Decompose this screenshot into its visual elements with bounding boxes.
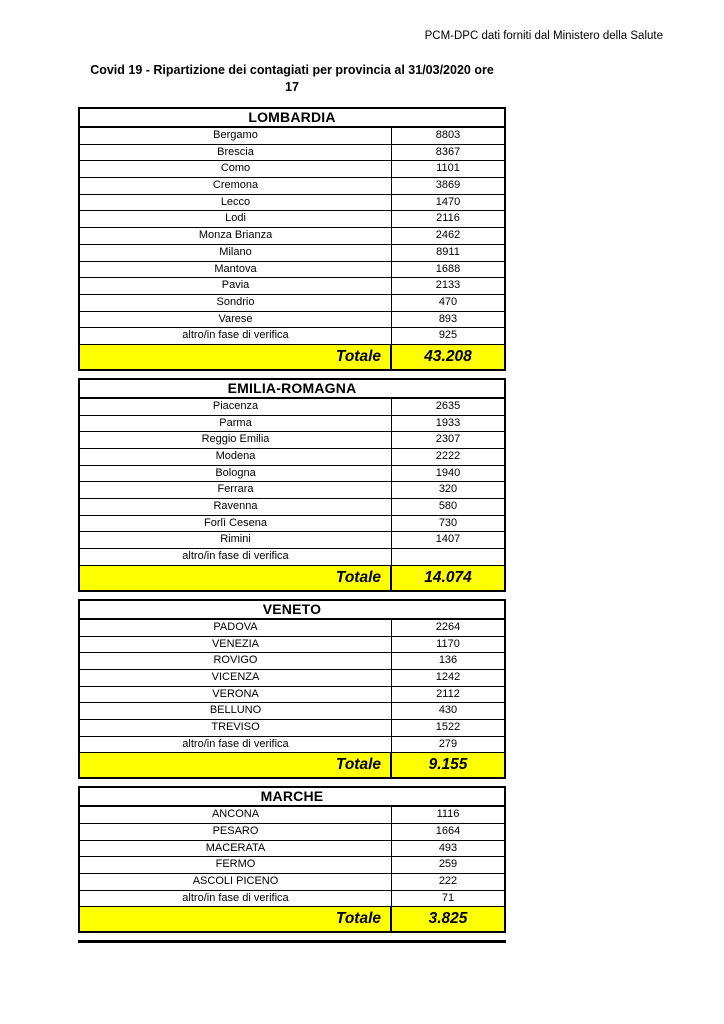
region-header: MARCHE <box>80 788 504 807</box>
region-rows <box>80 807 504 907</box>
table-row <box>80 703 504 720</box>
total-row <box>80 907 504 931</box>
province-cell: Cremona <box>80 178 392 194</box>
table-row <box>80 874 504 891</box>
province-cell: Bologna <box>80 466 392 482</box>
total-row <box>80 566 504 590</box>
province-cell: Monza Brianza <box>80 228 392 244</box>
table-row <box>80 145 504 162</box>
value-cell: 2635 <box>435 399 461 412</box>
table-row <box>80 262 504 279</box>
province-cell: Lodi <box>80 211 392 227</box>
value-cell: 1688 <box>435 262 461 275</box>
value-cell: 1170 <box>436 637 460 650</box>
table-row <box>80 653 504 670</box>
province-cell: Reggio Emilia <box>80 432 392 448</box>
province-cell: altro/in fase di verifica <box>80 328 392 344</box>
province-cell: altro/in fase di verifica <box>80 737 392 753</box>
province-cell: ASCOLI PICENO <box>80 874 392 890</box>
total-label: Totale <box>80 907 392 931</box>
value-cell: 1664 <box>435 825 461 837</box>
value-cell: 2112 <box>436 687 460 700</box>
table-row <box>80 211 504 228</box>
region-header: EMILIA-ROMAGNA <box>80 380 504 399</box>
value-cell: 71 <box>441 891 455 904</box>
province-cell: MACERATA <box>80 841 392 857</box>
table-row <box>80 416 504 433</box>
table-row <box>80 161 504 178</box>
table-row <box>80 737 504 754</box>
value-cell: 8911 <box>436 245 460 258</box>
table-row <box>80 687 504 704</box>
table-row <box>80 549 504 566</box>
total-label: Totale <box>80 345 392 369</box>
province-cell: PESARO <box>80 824 392 840</box>
value-cell: 1522 <box>435 720 461 733</box>
value-cell: 1407 <box>435 533 461 546</box>
page-title-line1: Covid 19 - Ripartizione dei contagiati per provincia al 31/03/2020 ore <box>90 63 494 77</box>
province-cell: VERONA <box>80 687 392 703</box>
next-table-top-border <box>78 940 506 943</box>
table-row <box>80 841 504 858</box>
table-row <box>80 278 504 295</box>
value-cell: 2264 <box>435 620 461 633</box>
total-row <box>80 753 504 777</box>
table-row <box>80 295 504 312</box>
province-cell: Bergamo <box>80 128 392 144</box>
document-source-header: PCM-DPC dati forniti dal Ministero della Salute <box>424 30 663 42</box>
province-cell: Forlì Cesena <box>80 516 392 532</box>
page-title-line2: 17 <box>285 80 299 94</box>
province-cell: ANCONA <box>80 807 392 823</box>
province-cell: Ravenna <box>80 499 392 515</box>
value-cell: 320 <box>438 483 458 496</box>
value-cell: 1940 <box>435 466 461 479</box>
table-row <box>80 857 504 874</box>
value-cell: 730 <box>438 516 458 529</box>
value-cell: 136 <box>438 654 458 667</box>
total-value: 43.208 <box>424 347 472 365</box>
table-row <box>80 128 504 145</box>
region-table-veneto <box>78 599 506 780</box>
region-table-marche <box>78 786 506 933</box>
page-title <box>78 62 506 96</box>
value-cell: 1116 <box>436 808 460 821</box>
value-cell: 2116 <box>436 212 460 225</box>
table-row <box>80 720 504 737</box>
province-cell: Piacenza <box>80 399 392 415</box>
province-cell: Milano <box>80 245 392 261</box>
table-row <box>80 449 504 466</box>
province-cell: Sondrio <box>80 295 392 311</box>
value-cell: 893 <box>438 312 458 325</box>
region-table-lombardia <box>78 107 506 371</box>
province-cell: Ferrara <box>80 482 392 498</box>
province-cell: altro/in fase di verifica <box>80 549 392 565</box>
value-cell: 925 <box>438 329 458 342</box>
value-cell: 2222 <box>435 450 461 462</box>
table-row <box>80 432 504 449</box>
table-row <box>80 178 504 195</box>
region-header: LOMBARDIA <box>80 109 504 128</box>
province-cell: Mantova <box>80 262 392 278</box>
value-cell: 279 <box>438 737 458 750</box>
value-cell: 1101 <box>436 162 460 175</box>
province-cell: Como <box>80 161 392 177</box>
table-row <box>80 670 504 687</box>
province-cell: VENEZIA <box>80 637 392 653</box>
value-cell: 2307 <box>435 433 461 446</box>
province-cell: Brescia <box>80 145 392 161</box>
region-rows <box>80 620 504 754</box>
province-cell: FERMO <box>80 857 392 873</box>
value-cell: 3869 <box>435 179 461 192</box>
table-row <box>80 620 504 637</box>
province-cell: BELLUNO <box>80 703 392 719</box>
value-cell: 470 <box>438 295 458 308</box>
table-row <box>80 245 504 262</box>
value-cell: 430 <box>438 704 458 717</box>
total-label: Totale <box>80 566 392 590</box>
province-cell: Varese <box>80 312 392 328</box>
value-cell: 8367 <box>435 145 461 158</box>
value-cell: 1242 <box>435 670 461 683</box>
table-row <box>80 516 504 533</box>
province-cell: Lecco <box>80 195 392 211</box>
value-cell <box>392 549 504 565</box>
region-tables <box>78 107 506 943</box>
province-cell: altro/in fase di verifica <box>80 891 392 907</box>
region-table-emilia-romagna <box>78 378 506 592</box>
value-cell: 493 <box>438 841 458 854</box>
province-cell: Rimini <box>80 532 392 548</box>
value-cell: 580 <box>438 500 458 513</box>
value-cell: 1933 <box>435 416 461 429</box>
region-rows <box>80 399 504 566</box>
table-row <box>80 532 504 549</box>
total-value: 14.074 <box>424 568 472 586</box>
province-cell: Parma <box>80 416 392 432</box>
province-cell: TREVISO <box>80 720 392 736</box>
value-cell: 222 <box>438 875 458 888</box>
province-cell: Pavia <box>80 278 392 294</box>
value-cell: 1470 <box>435 195 461 208</box>
value-cell: 8803 <box>435 129 461 141</box>
table-row <box>80 499 504 516</box>
region-header: VENETO <box>80 601 504 620</box>
total-row <box>80 345 504 369</box>
total-value: 9.155 <box>428 756 468 774</box>
table-row <box>80 399 504 416</box>
table-row <box>80 807 504 824</box>
table-row <box>80 312 504 329</box>
province-cell: ROVIGO <box>80 653 392 669</box>
table-row <box>80 637 504 654</box>
province-cell: PADOVA <box>80 620 392 636</box>
table-row <box>80 482 504 499</box>
table-row <box>80 891 504 908</box>
table-row <box>80 195 504 212</box>
total-label: Totale <box>80 753 392 777</box>
total-value: 3.825 <box>428 910 468 928</box>
table-row <box>80 228 504 245</box>
value-cell: 2133 <box>435 279 461 292</box>
value-cell: 2462 <box>435 229 461 242</box>
table-row <box>80 824 504 841</box>
table-row <box>80 466 504 483</box>
region-rows <box>80 128 504 345</box>
table-row <box>80 328 504 345</box>
province-cell: VICENZA <box>80 670 392 686</box>
province-cell: Modena <box>80 449 392 465</box>
value-cell: 259 <box>438 858 458 871</box>
